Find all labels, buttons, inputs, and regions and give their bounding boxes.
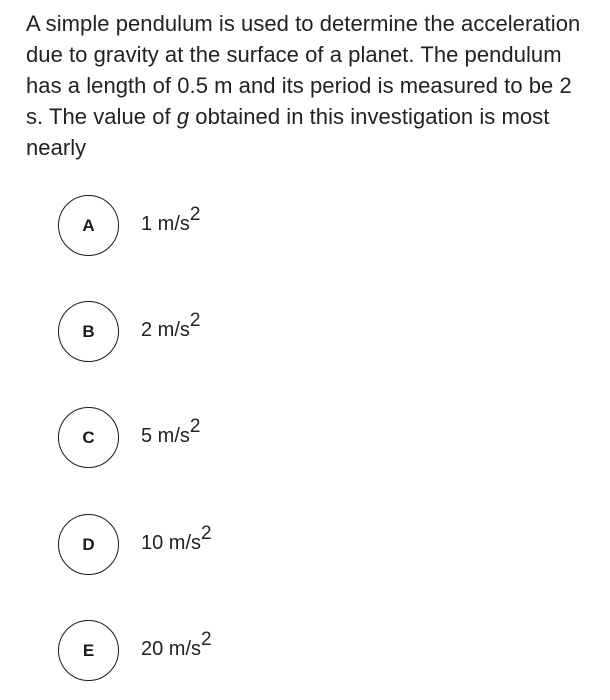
choice-e-exponent: 2 <box>201 629 212 651</box>
question-part-2: obtained in this investigation is most nearly <box>26 104 550 160</box>
choice-a-unit: 1 m/s <box>141 213 190 235</box>
choice-b-value <box>141 310 201 342</box>
choice-c-value <box>141 416 201 448</box>
choice-c-unit: 5 m/s <box>141 425 190 447</box>
choice-c-bubble[interactable]: C <box>58 407 119 468</box>
choice-b-unit: 2 m/s <box>141 319 190 341</box>
choice-e[interactable] <box>58 620 358 684</box>
choice-b[interactable] <box>58 301 358 365</box>
choice-e-bubble[interactable]: E <box>58 620 119 681</box>
choice-d-exponent: 2 <box>201 523 212 545</box>
choice-c-exponent: 2 <box>189 416 201 438</box>
choice-c[interactable] <box>58 407 358 471</box>
question-part-1: A simple pendulum is used to determine the acceleration due to gravity at the surface of a planet. The pendulum has a length of 0.5 m and its period is measured to be 2 s. The value of <box>26 11 581 129</box>
choice-b-bubble[interactable]: B <box>58 301 119 362</box>
choice-d[interactable] <box>58 514 358 578</box>
choice-e-unit: 20 m/s <box>141 638 202 660</box>
choice-a-value <box>141 204 201 236</box>
choice-d-bubble[interactable]: D <box>58 514 119 575</box>
choice-a-bubble[interactable]: A <box>58 195 119 256</box>
choice-a-exponent: 2 <box>189 204 201 226</box>
choice-e-value <box>141 629 212 661</box>
choice-d-value <box>141 523 212 555</box>
choice-b-exponent: 2 <box>189 310 201 332</box>
question-variable-g: g <box>176 104 190 129</box>
choice-a[interactable] <box>58 195 358 259</box>
choice-d-unit: 10 m/s <box>141 532 202 554</box>
